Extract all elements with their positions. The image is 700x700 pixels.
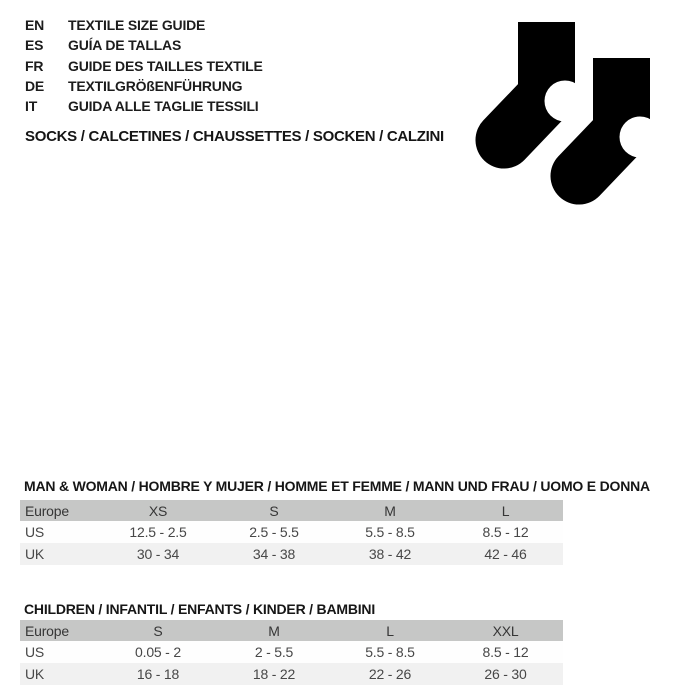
table-row-uk xyxy=(20,543,563,565)
cell-uk-m: 18 - 22 xyxy=(252,666,296,682)
cell-us-l: 8.5 - 12 xyxy=(482,524,529,540)
header-size-s: S xyxy=(216,500,332,521)
row-label-us: US xyxy=(25,644,45,660)
lang-row-it xyxy=(25,96,263,116)
header-size-l: L xyxy=(448,500,563,521)
lang-row-es xyxy=(25,35,263,55)
lang-code-it: IT xyxy=(25,98,38,115)
cell-us-xs: 12.5 - 2.5 xyxy=(129,524,187,540)
children-size-table xyxy=(20,620,563,685)
header-size-m: M xyxy=(216,620,332,641)
cell-uk-l: 42 - 46 xyxy=(484,546,527,562)
cell-uk-l: 22 - 26 xyxy=(368,666,412,682)
lang-row-de xyxy=(25,76,263,96)
cell-uk-xs: 30 - 34 xyxy=(136,546,180,562)
lang-title-it: GUIDA ALLE TAGLIE TESSILI xyxy=(68,98,259,115)
sock-back xyxy=(504,22,586,140)
header-size-m: M xyxy=(332,500,448,521)
language-title-list xyxy=(25,15,263,116)
socks-icon xyxy=(468,12,668,212)
table-row-us xyxy=(20,521,563,543)
lang-code-de: DE xyxy=(25,78,45,95)
table-row-uk xyxy=(20,663,563,685)
lang-title-de: TEXTILGRÖßENFÜHRUNG xyxy=(68,78,243,95)
cell-us-s: 2.5 - 5.5 xyxy=(249,524,299,540)
header-size-s: S xyxy=(100,620,216,641)
sock-front xyxy=(579,58,661,176)
cell-uk-s: 16 - 18 xyxy=(136,666,180,682)
cell-uk-s: 34 - 38 xyxy=(252,546,296,562)
man-woman-header-row xyxy=(20,500,563,521)
table-row-us xyxy=(20,641,563,663)
cell-us-xxl: 8.5 - 12 xyxy=(482,644,529,660)
lang-code-en: EN xyxy=(25,17,45,34)
category-line: SOCKS / CALCETINES / CHAUSSETTES / SOCKEN / CALZINI xyxy=(25,128,444,145)
cell-us-m: 2 - 5.5 xyxy=(254,644,294,660)
cell-us-m: 5.5 - 8.5 xyxy=(365,524,415,540)
lang-title-es: GUÍA DE TALLAS xyxy=(68,37,182,54)
header-size-l: L xyxy=(332,620,448,641)
row-label-uk: UK xyxy=(25,666,45,682)
header-size-xxl: XXL xyxy=(448,620,563,641)
lang-title-fr: GUIDE DES TAILLES TEXTILE xyxy=(68,57,263,74)
header-size-xs: XS xyxy=(100,500,216,521)
cell-uk-m: 38 - 42 xyxy=(368,546,412,562)
children-table-title: CHILDREN / INFANTIL / ENFANTS / KINDER / BAMBINI xyxy=(24,601,376,617)
man-woman-size-table xyxy=(20,500,563,565)
header-region: Europe xyxy=(20,500,100,521)
man-woman-table-title: MAN & WOMAN / HOMBRE Y MUJER / HOMME ET FEMME / MANN UND FRAU / UOMO E DONNA xyxy=(24,478,650,494)
cell-us-s: 0.05 - 2 xyxy=(135,644,181,660)
cell-uk-xxl: 26 - 30 xyxy=(484,666,527,682)
lang-code-es: ES xyxy=(25,37,44,54)
lang-row-en xyxy=(25,15,263,35)
lang-title-en: TEXTILE SIZE GUIDE xyxy=(68,17,206,34)
lang-code-fr: FR xyxy=(25,57,44,74)
row-label-uk: UK xyxy=(25,546,45,562)
lang-row-fr xyxy=(25,56,263,76)
row-label-us: US xyxy=(25,524,45,540)
cell-us-l: 5.5 - 8.5 xyxy=(365,644,415,660)
children-header-row xyxy=(20,620,563,641)
header-region: Europe xyxy=(20,620,100,641)
